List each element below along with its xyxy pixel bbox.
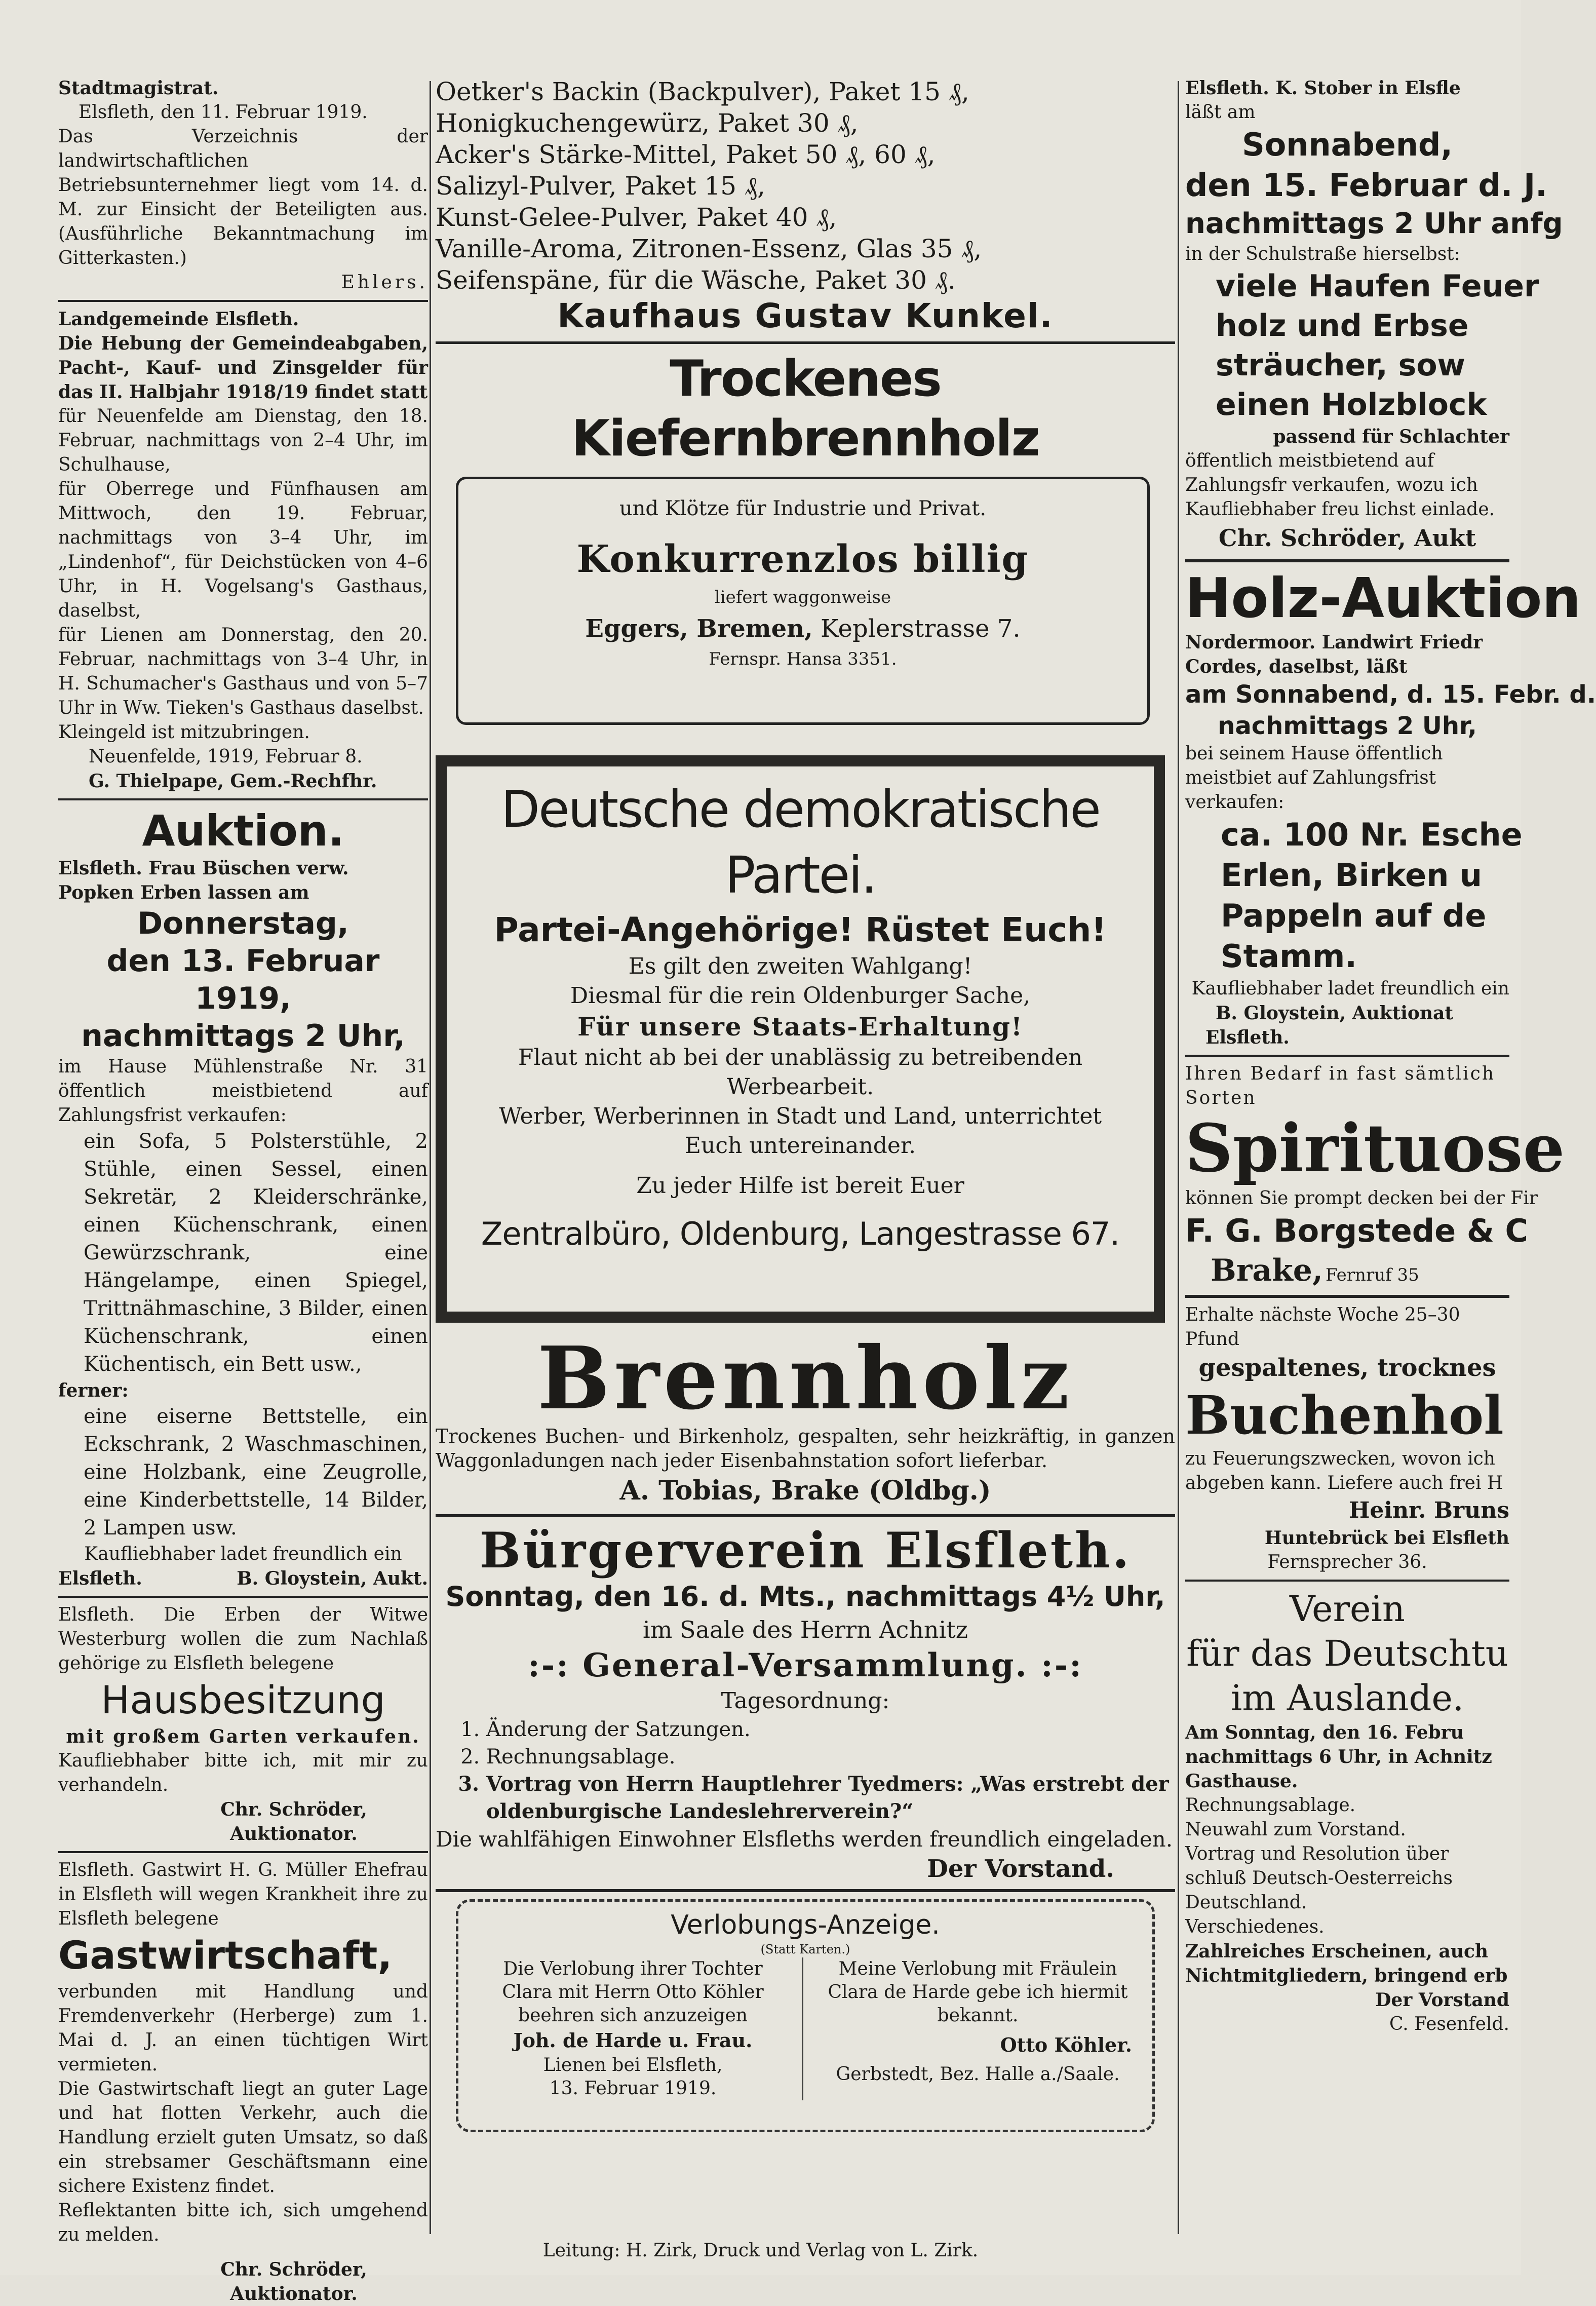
hausbesitzung-ad: [58, 1603, 428, 1846]
ad-title: Gastwirtschaft,: [58, 1933, 393, 1978]
ad-place: in der Schulstraße hierselbst:: [1185, 244, 1460, 264]
ad-intro: Elsfleth. Frau Büschen verw. Popken Erben lassen am: [58, 858, 349, 903]
agenda-item: 2. Rechnungsablage.: [486, 1743, 1175, 1771]
verlobung-date: 13. Februar 1919.: [549, 2078, 717, 2099]
ad-signature-place: Elsfleth.: [1205, 1027, 1290, 1048]
left-column: [58, 76, 428, 2306]
product-line: Oetker's Backin (Backpulver), Paket 15 ₰,: [436, 77, 969, 106]
ad-city: Brake,: [1211, 1253, 1323, 1288]
ad-subtitle: passend für Schlachter: [1273, 426, 1509, 447]
ad-text: Zu jeder Hilfe ist bereit Euer: [636, 1173, 964, 1199]
ad-text: Reflektanten bitte ich, sich umgehend zu melden.: [58, 2200, 428, 2245]
product-line: Honigkuchengewürz, Paket 30 ₰,: [436, 108, 859, 138]
ad-items: eine eiserne Bettstelle, ein Eckschrank, 2 Waschmaschinen, eine Holzbank, eine Zeugrolle, eine Kinderbettstelle, 14 Bilder, 2 Lampen usw.: [84, 1405, 428, 1540]
ad-signature: Chr. Schröder,: [220, 2259, 367, 2280]
ad-signature-place: Elsfleth.: [58, 1568, 142, 1589]
ad-day: Donnerstag,: [137, 906, 349, 941]
ad-signature-place: Huntebrück bei Elsfleth: [1264, 1527, 1509, 1549]
divider: [1185, 1055, 1509, 1057]
ad-ferner: ferner:: [58, 1380, 129, 1401]
ad-title: im Auslande.: [1230, 1677, 1464, 1719]
ad-signature: Chr. Schröder, Aukt: [1218, 524, 1476, 552]
notice-text: Kleingeld ist mitzubringen.: [58, 722, 310, 743]
ad-item: holz und Erbse: [1216, 308, 1469, 343]
verlobung-ad: [456, 1899, 1155, 2132]
ad-subtitle: (Statt Karten.): [760, 1942, 850, 1956]
divider: [436, 341, 1175, 344]
ad-signature: Chr. Schröder,: [220, 1799, 367, 1820]
stober-ad: [1185, 76, 1563, 554]
ad-title: Bürgerverein Elsfleth.: [479, 1522, 1132, 1579]
ad-agenda-item: Verschiedenes.: [1185, 1916, 1325, 1937]
ad-title: Holz-Auktion: [1185, 567, 1581, 630]
ad-agenda-item: Rechnungsablage.: [1185, 1795, 1356, 1816]
ad-title: Verein: [1290, 1588, 1405, 1630]
ad-heading: :-: General-Versammlung. :-:: [528, 1646, 1083, 1684]
product-line: Seifenspäne, für die Wäsche, Paket 30 ₰.: [436, 265, 956, 295]
ad-address: Zentralbüro, Oldenburg, Langestrasse 67.: [481, 1215, 1120, 1252]
agenda-item: 1. Änderung der Satzungen.: [486, 1716, 1175, 1743]
ad-intro: Elsfleth. Die Erben der Witwe Westerburg wollen die zum Nachlaß gehörige zu Elsfleth belegene: [58, 1604, 428, 1674]
ad-firm-line: [458, 610, 1147, 647]
ad-item: viele Haufen Feuer: [1216, 268, 1539, 304]
ad-text: liefert waggonweise: [714, 587, 891, 607]
ad-text: verbunden mit Handlung und Fremdenverkehr (Herberge) zum 1. Mai d. J. an einen tüchtigen Wirt vermieten.: [58, 1981, 428, 2075]
ad-place: bei seinem Hause öffentlich meistbiet auf Zahlungsfrist verkaufen:: [1185, 743, 1443, 813]
ad-text: können Sie prompt decken bei der Fir: [1185, 1188, 1538, 1209]
imprint-footer: Leitung: H. Zirk, Druck und Verlag von L. Zirk.: [542, 2240, 979, 2261]
ad-signature: Heinr. Bruns: [1348, 1497, 1509, 1523]
notice-text: Die Hebung der Gemeindeabgaben, Pacht-, Kauf- und Zinsgelder für das II. Halbjahr 1918/19 findet statt: [58, 333, 428, 403]
ad-phone: Fernsprecher 36.: [1267, 1552, 1427, 1572]
ad-signature-title: Auktionator.: [230, 1823, 358, 1844]
ad-intro: Nordermoor. Landwirt Friedr Cordes, daselbst, läßt: [1185, 632, 1483, 677]
notice-signature: Ehlers.: [341, 272, 428, 293]
ad-item: Pappeln auf de: [1221, 897, 1487, 934]
divider: [436, 1514, 1175, 1517]
verlobung-left: [479, 1957, 803, 2100]
ad-item: ca. 100 Nr. Esche: [1221, 816, 1523, 853]
ad-invite: Kaufliebhaber ladet freundlich ein: [1191, 978, 1509, 999]
ad-intro: Erhalte nächste Woche 25–30 Pfund: [1185, 1304, 1460, 1350]
ad-firm: F. G. Borgstede & C: [1185, 1212, 1528, 1249]
oetker-ad: [436, 76, 1175, 336]
ad-title: Buchenhol: [1185, 1384, 1504, 1446]
ad-text: Flaut nicht ab bei der unablässig zu betreibenden Werbearbeit.: [518, 1045, 1083, 1100]
buchenholz-ad: [1185, 1303, 1509, 1574]
ad-time: nachmittags 2 Uhr,: [81, 1018, 405, 1054]
center-column: [436, 76, 1175, 2132]
ad-firm-line: [1185, 1251, 1509, 1290]
ad-title: Verlobungs-Anzeige.: [671, 1910, 940, 1940]
divider: [436, 1889, 1175, 1892]
notice-signature: G. Thielpape, Gem.-Rechfhr.: [89, 771, 377, 792]
verlobung-place: Lienen bei Elsfleth,: [543, 2055, 723, 2076]
ad-firm: Kaufhaus Gustav Kunkel.: [557, 296, 1054, 335]
ad-item: einen Holzblock: [1216, 387, 1487, 422]
ad-intro: Elsfleth. K. Stober in Elsfle: [1185, 78, 1461, 99]
ad-intro: läßt am: [1185, 102, 1256, 123]
ad-title: Deutsche demokratische Partei.: [501, 780, 1100, 905]
ad-date: Sonntag, den 16. d. Mts., nachmittags 4½ Uhr,: [445, 1581, 1165, 1612]
notice-text: für Oberrege und Fünfhausen am Mittwoch, den 19. Februar, nachmittags von 3–4 Uhr, im „Lindenhof“, für Deichstücken von 4–6 Uhr, in H. Vogelsang's Gasthaus, daselbst,: [58, 479, 428, 621]
ad-subtitle: mit großem Garten verkaufen.: [66, 1726, 420, 1747]
verlobung-text: Meine Verlobung mit Fräulein Clara de Harde gebe ich hiermit bekannt.: [828, 1958, 1128, 2026]
ad-phone: Fernruf 35: [1325, 1265, 1419, 1285]
holz-auktion-ad: [1185, 567, 1596, 1050]
ad-signature: C. Fesenfeld.: [1389, 2014, 1509, 2034]
ad-text: Kaufliebhaber bitte ich, mit mir zu verhandeln.: [58, 1750, 428, 1795]
ad-text: Werber, Werberinnen in Stadt und Land, unterrichtet Euch untereinander.: [498, 1103, 1102, 1159]
column-rule-right: [1178, 81, 1179, 2234]
ad-title: Trockenes Kiefernbrennholz: [571, 350, 1039, 468]
ad-title: Spirituose: [1185, 1109, 1565, 1187]
ad-text: Zahlreiches Erscheinen, auch Nichtmitgliedern, bringend erb: [1185, 1941, 1508, 1986]
ad-text: Die Gastwirtschaft liegt an guter Lage und hat flotten Verkehr, auch die Handlung erzielt guten Umsatz, so daß ein strebsamer Geschäftsmann eine sichere Existenz findet.: [58, 2079, 428, 2197]
ad-signature-row: [58, 1566, 428, 1591]
ad-agenda-item: Vortrag und Resolution über schluß Deutsch-Oesterreichs Deutschland.: [1185, 1843, 1453, 1913]
notice-date: Neuenfelde, 1919, Februar 8.: [89, 746, 363, 767]
ad-signature: Der Vorstand: [1375, 1989, 1509, 2011]
spirituosen-ad: [1185, 1062, 1565, 1290]
divider: [58, 798, 428, 800]
ad-day: Sonnabend,: [1242, 126, 1453, 163]
ad-title: Brennholz: [537, 1328, 1074, 1429]
verlobung-signature: Otto Köhler.: [1000, 2033, 1132, 2056]
ad-date: den 13. Februar 1919,: [106, 943, 380, 1016]
ad-intro: Elsfleth. Gastwirt H. G. Müller Ehefrau in Elsfleth will wegen Krankheit ihre zu Elsfleth belegene: [58, 1860, 428, 1929]
product-line: Vanille-Aroma, Zitronen-Essenz, Glas 35 ₰,: [436, 234, 982, 263]
agenda-list: [436, 1716, 1175, 1825]
ad-frame: [456, 477, 1150, 725]
product-line: Kunst-Gelee-Pulver, Paket 40 ₰,: [436, 203, 837, 232]
gastwirtschaft-ad: [58, 1858, 428, 2306]
divider: [58, 1596, 428, 1598]
product-line: Salizyl-Pulver, Paket 15 ₰,: [436, 171, 765, 201]
ad-text-emph: Für unsere Staats-Erhaltung!: [577, 1012, 1023, 1042]
buergerverein-ad: [436, 1522, 1175, 1884]
verlobung-columns: [479, 1957, 1132, 2100]
ad-firm: Eggers, Bremen,: [585, 614, 813, 643]
ddp-ad: [436, 755, 1165, 1323]
notice-heading: Landgemeinde Elsfleth.: [58, 309, 299, 330]
ad-invite: Kaufliebhaber ladet freundlich ein: [84, 1544, 402, 1564]
ad-subtitle: und Klötze für Industrie und Privat.: [619, 497, 987, 520]
ad-time: nachmittags 2 Uhr anfg: [1185, 207, 1563, 240]
notice-text: für Neuenfelde am Dienstag, den 18. Februar, nachmittags von 2–4 Uhr, im Schulhause,: [58, 406, 428, 475]
ad-subtitle: gespaltenes, trocknes: [1198, 1354, 1496, 1382]
ad-signature: B. Gloystein, Aukt.: [237, 1568, 428, 1589]
divider: [58, 1851, 428, 1853]
ad-agenda-label: Tagesordnung:: [721, 1688, 890, 1714]
product-line: Acker's Stärke-Mittel, Paket 50 ₰, 60 ₰,: [436, 140, 936, 169]
verlobung-place: Gerbstedt, Bez. Halle a./Saale.: [836, 2064, 1120, 2085]
ad-title: Hausbesitzung: [101, 1677, 385, 1722]
verlobung-text: Die Verlobung ihrer Tochter Clara mit Herrn Otto Köhler beehren sich anzuzeigen: [502, 1958, 764, 2026]
ad-place: im Hause Mühlenstraße Nr. 31 öffentlich meistbietend auf Zahlungsfrist verkaufen:: [58, 1056, 428, 1126]
notice-date: Elsfleth, den 11. Februar 1919.: [79, 102, 368, 123]
divider: [1185, 1580, 1509, 1582]
ad-signature-title: Auktionator.: [230, 2283, 358, 2304]
ad-title: Auktion.: [142, 806, 344, 856]
divider: [58, 300, 428, 302]
ad-text: Trockenes Buchen- und Birkenholz, gespalten, sehr heizkräftig, in ganzen Waggonladungen nach jeder Eisenbahnstation sofort lieferbar.: [436, 1425, 1175, 1472]
ad-intro: Ihren Bedarf in fast sämtlich Sorten: [1185, 1063, 1496, 1108]
notice-text: für Lienen am Donnerstag, den 20. Februar, nachmittags von 3–4 Uhr, in H. Schumacher's Gasthaus und von 5–7 Uhr in Ww. Tieken's Gasthaus daselbst.: [58, 625, 428, 718]
agenda-item: 3. Vortrag von Herrn Hauptlehrer Tyedmers: „Was erstrebt der oldenburgische Landeslehrerverein?“: [486, 1771, 1175, 1825]
right-column: [1185, 76, 1596, 2036]
notice-text: Das Verzeichnis der landwirtschaftlichen Betriebsunternehmer liegt vom 14. d. M. zur Einsicht der Beteiligten aus. (Ausführliche Bekanntmachung im Gitterkasten.): [58, 126, 428, 268]
divider: [1185, 1295, 1509, 1298]
verein-ad: [1185, 1587, 1509, 2036]
ad-signature: Der Vorstand.: [927, 1855, 1114, 1883]
verlobung-signature: Joh. de Harde u. Frau.: [513, 2029, 753, 2052]
ad-firm: A. Tobias, Brake (Oldbg.): [619, 1475, 991, 1506]
ad-title: für das Deutschtu: [1186, 1633, 1508, 1674]
verlobung-right: [824, 1957, 1132, 2100]
ad-items: ein Sofa, 5 Polsterstühle, 2 Stühle, einen Sessel, einen Sekretär, 2 Kleiderschränke, einen Küchenschrank, einen Gewürzschrank, eine Hängelampe, einen Spiegel, Trittnähmaschine, 3 Bilder, einen Küchenschrank, einen Küchentisch, ein Bett usw.,: [84, 1130, 428, 1376]
ad-text: Diesmal für die rein Oldenburger Sache,: [570, 983, 1031, 1009]
ad-address: Keplerstrasse 7.: [820, 614, 1021, 643]
divider: [1185, 559, 1509, 562]
brennholz-ad: [436, 1328, 1175, 1509]
landgemeinde-notice: [58, 307, 428, 793]
ad-item: Erlen, Birken u: [1221, 857, 1483, 894]
notice-heading: Stadtmagistrat.: [58, 78, 219, 99]
stadtmagistrat-notice: [58, 76, 428, 295]
ad-item: Stamm.: [1221, 938, 1357, 975]
column-rule-left: [430, 81, 431, 2234]
kiefernbrennholz-ad: [436, 349, 1175, 725]
ad-signature: B. Gloystein, Auktionat: [1216, 1003, 1454, 1024]
ad-item: sträucher, sow: [1216, 348, 1465, 383]
ad-time: nachmittags 2 Uhr,: [1218, 712, 1477, 740]
ad-place: im Saale des Herrn Achnitz: [642, 1616, 968, 1643]
ad-text: öffentlich meistbietend auf Zahlungsfr verkaufen, wozu ich Kaufliebhaber freu lichst einlade.: [1185, 450, 1495, 520]
ad-text: Die wahlfähigen Einwohner Elsfleths werden freundlich eingeladen.: [436, 1827, 1173, 1852]
ad-date: den 15. Februar d. J.: [1185, 167, 1547, 204]
ad-price: Konkurrenzlos billig: [576, 537, 1029, 581]
ad-agenda-item: Neuwahl zum Vorstand.: [1185, 1819, 1406, 1840]
ad-text: zu Feuerungszwecken, wovon ich abgeben kann. Liefere auch frei H: [1185, 1448, 1503, 1493]
auktion-ad: [58, 805, 428, 1591]
ad-date: am Sonnabend, d. 15. Febr. d.: [1185, 680, 1596, 709]
ad-text: Es gilt den zweiten Wahlgang!: [628, 953, 972, 979]
ad-call: Partei-Angehörige! Rüstet Euch!: [494, 910, 1107, 949]
ad-phone: Fernspr. Hansa 3351.: [709, 649, 897, 669]
ad-date: Am Sonntag, den 16. Febru nachmittags 6 Uhr, in Achnitz Gasthause.: [1185, 1722, 1492, 1792]
